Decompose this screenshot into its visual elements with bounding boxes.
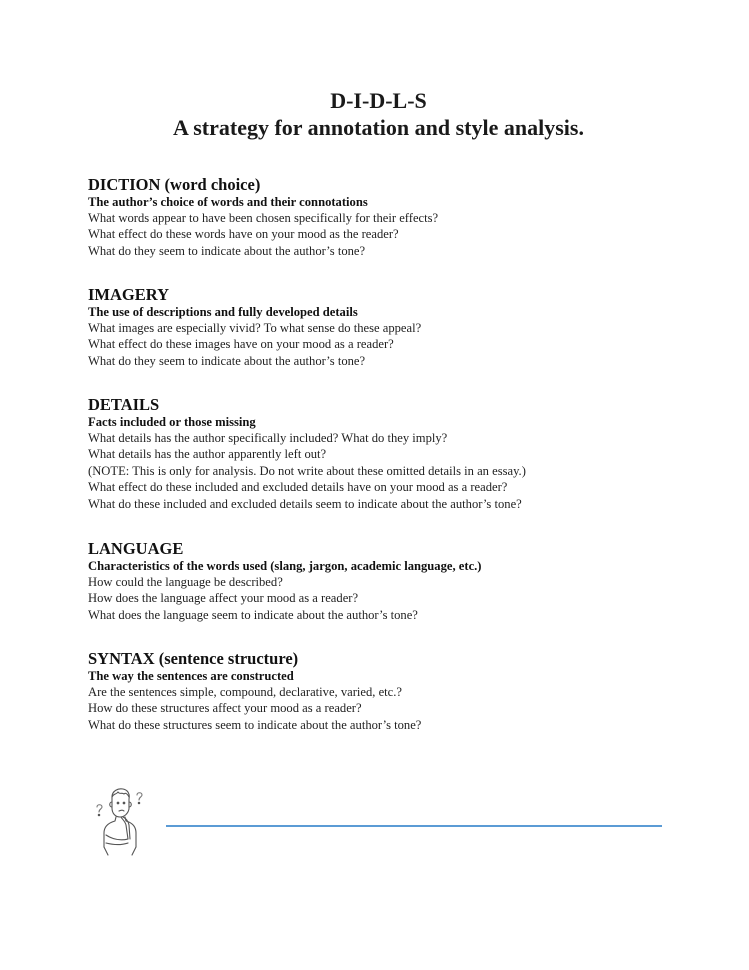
section-subheading: The way the sentences are constructed	[88, 669, 294, 683]
question: What details has the author specifically included? What do they imply?	[88, 431, 448, 445]
section-heading: DETAILS	[88, 395, 160, 414]
question: Are the sentences simple, compound, declarative, varied, etc.?	[88, 685, 403, 699]
title-block	[0, 88, 749, 142]
note: (NOTE: This is only for analysis. Do not write about these omitted details in an essay.)	[88, 463, 526, 478]
page-subtitle: A strategy for annotation and style analysis.	[173, 115, 584, 140]
section-diction	[88, 175, 708, 259]
section-subheading: Facts included or those missing	[88, 415, 256, 429]
section-heading: IMAGERY	[88, 285, 170, 304]
section-details	[88, 395, 708, 512]
question: What effect do these words have on your mood as the reader?	[88, 227, 399, 242]
question: What words appear to have been chosen specifically for their effects?	[88, 211, 439, 225]
section-heading: SYNTAX (sentence structure)	[88, 649, 299, 668]
section-syntax	[88, 649, 708, 733]
question: What do they seem to indicate about the author’s tone?	[88, 353, 366, 368]
question: What do these included and excluded details seem to indicate about the author’s tone?	[88, 496, 522, 511]
question: What details has the author apparently left out?	[88, 447, 327, 462]
section-heading: DICTION (word choice)	[88, 175, 261, 194]
question: What does the language seem to indicate about the author’s tone?	[88, 607, 418, 622]
question: What do these structures seem to indicate about the author’s tone?	[88, 717, 422, 732]
question: What effect do these included and excluded details have on your mood as a reader?	[88, 480, 508, 495]
question: How could the language be described?	[88, 575, 283, 589]
writing-line	[166, 825, 662, 827]
section-imagery	[88, 285, 708, 369]
section-heading: LANGUAGE	[88, 539, 184, 558]
question: What do they seem to indicate about the author’s tone?	[88, 243, 366, 258]
section-subheading: The use of descriptions and fully developed details	[88, 305, 358, 319]
question: How does the language affect your mood as a reader?	[88, 591, 359, 606]
question: What images are especially vivid? To what sense do these appeal?	[88, 321, 422, 335]
question: What effect do these images have on your mood as a reader?	[88, 337, 394, 352]
thinking-person-icon	[94, 787, 148, 859]
section-language	[88, 539, 708, 623]
section-subheading: Characteristics of the words used (slang, jargon, academic language, etc.)	[88, 559, 482, 573]
page-title: D-I-D-L-S	[330, 88, 427, 113]
question: How do these structures affect your mood as a reader?	[88, 701, 362, 716]
section-subheading: The author’s choice of words and their connotations	[88, 195, 368, 209]
